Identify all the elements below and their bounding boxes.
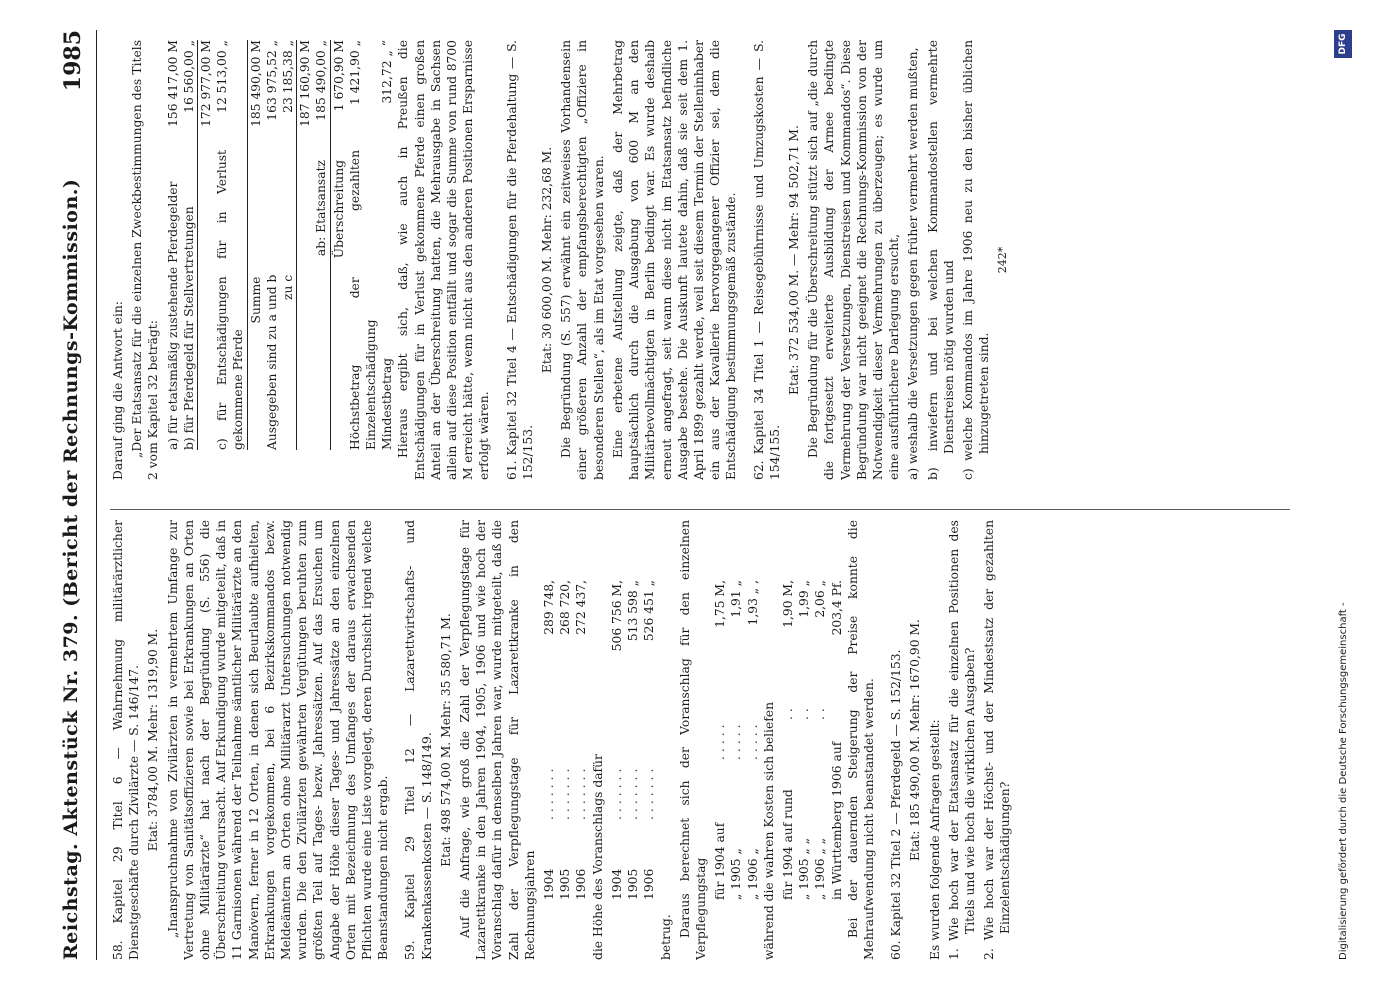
section-60-etat: Etat: 185 490,00 M. Mehr: 1670,90 M. <box>908 619 923 861</box>
list-item: a) weshalb die Versetzungen gegen früher vermehrt werden mußten, <box>906 47 921 480</box>
left-column <box>110 520 1017 960</box>
section-61-p1: Die Begründung (S. 557) erwähnt ein zeitweises Vorhandensein einer größeren Anzahl der empfangsberechtigten „Offiziere in besonderen Stellen“, als im Etat vorgesehen waren. <box>559 40 606 480</box>
table-row: Höchstbetrag der gezahlten Einzelentschädigung 1 421,90 „ <box>347 40 379 450</box>
section-59-etat: Etat: 498 574,00 M. Mehr: 35 580,71 M. <box>438 613 453 867</box>
section-60-title: 60. Kapitel 32 Titel 2 — Pferdegeld — S. 152/153. <box>889 649 904 960</box>
table-row: 1905 ....... 513 598 „ <box>626 580 641 900</box>
section-62-title: 62. Kapitel 34 Titel 1 — Reisegebührnisse und Umzugskosten — S. 154/155. <box>751 40 782 480</box>
table-row: 1904 ....... 289 748, <box>542 580 557 900</box>
per-day-table <box>712 520 761 900</box>
list-item: b) inwiefern und bei welchen Kommandostellen vermehrte Dienstreisen nötig wurden und <box>925 40 956 480</box>
header-title: Reichstag. Aktenstück Nr. 379. (Bericht der Rechnungs-Kommission.) <box>60 178 82 960</box>
section-62-body: Die Begründung für die Überschreitung stützt sich auf „die durch die fortgesetzt erweiterte Ausbildung der Armee bedingte Vermehrung der Versetzungen, Dienstreisen und Kommandos“. Diese Begründung war nicht geeignet die Rechnungs-Kommission von der Notwendigkeit dieser Vermehrungen zu überzeugen; es wurde um eine ausführlichere Darlegung ersucht, <box>806 40 902 480</box>
page-header <box>60 30 100 960</box>
column-divider <box>110 509 1290 510</box>
question-1: 1. Wie hoch war der Etatsansatz für die einzelnen Positionen des Titels und wie hoch die wirklichen Ausgaben? <box>946 520 977 960</box>
table-row: a) für etatsmäßig zustehende Pferdegelder 156 417,00 M <box>165 40 180 450</box>
table-row: „ 1905 „ ..... 1,91 „ <box>729 580 744 900</box>
table-row: Überschreitung 1 670,90 M <box>330 40 347 450</box>
credit-text: Digitalisierung gefördert durch die Deutsche Forschungsgemeinschaft - <box>1338 602 1349 960</box>
section-59-title: 59. Kapitel 29 Titel 12 — Lazarettwirtschafts- und Krankenkassenkosten — S. 148/149. <box>403 520 434 960</box>
voranschlag-intro: die Höhe des Voranschlags dafür <box>590 754 605 960</box>
table-row: „ 1906 „ ..... 1,93 „ , <box>745 580 760 900</box>
table-row: c) für Entschädigungen für in Verlust gekommene Pferde 12 513,00 „ <box>215 40 246 450</box>
table-row: Mindestbetrag 312,72 „ “ <box>380 40 395 450</box>
table-row: für 1904 auf rund .. 1,90 M, <box>780 580 795 900</box>
section-58-title: 58. Kapitel 29 Titel 6 — Wahrnehmung militärärztlicher Dienstgeschäfte durch Zivilärzte — S. 146/147. <box>111 520 142 960</box>
answer-quote: „Der Etatsansatz für die einzelnen Zweckbestimmungen des Titels 2 vom Kapitel 32 beträgt: <box>130 40 161 480</box>
table-row: in Württemberg 1906 auf 203,4 Pf. <box>829 580 844 900</box>
table-row: 1905 ....... 268 720, <box>558 580 573 900</box>
table-row: zu c 23 185,38 „ <box>281 40 296 300</box>
table-row: 1906 ....... 526 451 „ <box>642 580 657 900</box>
voranschlag-table <box>609 520 658 900</box>
header-rule <box>96 30 97 960</box>
answer-intro: Darauf ging die Antwort ein: <box>111 301 125 480</box>
table-row: „ 1905 „ „ .. 1,99 „ <box>797 580 812 900</box>
table-row: 187 160,90 M <box>296 40 313 450</box>
section-61-etat: Etat: 30 600,00 M. Mehr: 232,68 M. <box>540 146 555 374</box>
section-61-title: 61. Kapitel 32 Titel 4 — Entschädigungen für die Pferdehaltung — S. 152/153. <box>504 40 535 480</box>
table-row: b) für Pferdegeld für Stellvertretungen 16 560,00 „ <box>181 40 196 450</box>
spent-breakdown <box>264 40 396 450</box>
table-row: „ 1906 „ „ .. 2,06 „ <box>813 580 828 900</box>
section-62-etat: Etat: 372 534,00 M. — Mehr: 94 502,71 M. <box>786 125 801 395</box>
footnote-mark: 242* <box>996 246 1010 274</box>
section-58-body: „Inanspruchnahme von Zivilärzten in vermehrtem Umfange zur Vertretung von Sanitätsoffizieren sowie bei Erkrankungen an Orten ohne Militärärzte“ hat nach der Begründung (S. 556) die Überschreitung verursacht. Auf Erkundigung wurde mitgeteilt, daß in 11 Garnisonen während der Teilnahme sämtlicher Militärärzte an den Manövern, ferner in 12 Orten, in denen sich Beurlaubte aufhielten, Erkrankungen vorgekommen, bei 6 Bezirkskommandos bezw. Meldeämtern an Orten ohne Militärarzt Untersuchungen notwendig wurden. Die den Zivilärzten gewährten Vergütungen beruhten zum größten Teil auf Tages- bezw. Jahressätzen. Auf das Ersuchen um Angabe der Höhe dieser Tages- und Jahressätze an den einzelnen Orten mit Bezeichnung des Umfanges der daraus erwachsenden Pflichten wurde eine Liste vorgelegt, deren Durchsicht irgend welche Beanstandungen nicht ergab. <box>165 520 391 960</box>
table-row: 1904 ....... 506 756 M, <box>609 580 624 900</box>
days-table <box>541 520 590 900</box>
daraus-text: Daraus berechnet sich der Voranschlag für den einzelnen Verpflegungstag <box>677 520 708 960</box>
table-row: Ausgegeben sind zu a und b 163 975,52 „ <box>264 40 279 450</box>
hieraus-text: Hieraus ergibt sich, daß, wie auch in Preußen die Entschädigungen für in Verlust gekommene Pferde einen großen Anteil an der Überschreitung hatten, die Mehrausgabe in Sachsen allein auf diese Position entfällt und sogar die Summe von rund 8700 M erreicht hätte, wenn nicht aus den anderen Positionen Ersparnisse erfolgt wären. <box>396 40 492 480</box>
page-number: 1985 <box>60 30 86 92</box>
table-row: 172 977,00 M <box>197 40 214 450</box>
table-row: Summe 185 490,00 M <box>247 40 264 450</box>
table-row: 1906 ....... 272 437, <box>574 580 589 900</box>
section-59-body: Auf die Anfrage, wie groß die Zahl der Verpflegungstage für Lazarettkranke in den Jahren 1904, 1905, 1906 und wie hoch der Voranschlag dafür in denselben Jahren war, wurde mitgeteilt, daß die Zahl der Verpflegungstage für Lazarettkranke in den Rechnungsjahren <box>458 520 537 960</box>
section-61-p2: Eine erbetene Aufstellung zeigte, daß der Mehrbetrag hauptsächlich durch die Ausgabung von 600 M an den Militärbevollmächtigten in Berlin bedingt war. Es wurde deshalb erneut angefragt, seit wann diese nicht im Etatsansatz befindliche Ausgabe bestehe. Die Auskunft lautete dahin, daß sie seit dem 1. April 1899 gezahlt werde, weil seit diesem Termin der Stelleninhaber ein aus der Kavallerie hervorgegangener Offizier sei, dem die Entschädigung bestimmungsgemäß zustände. <box>610 40 739 480</box>
betrug: betrug. <box>658 914 673 960</box>
dfg-logo: DFG <box>1334 30 1352 58</box>
actual-table <box>780 520 845 900</box>
section-60-intro: Es wurden folgende Anfragen gestellt: <box>927 719 942 960</box>
table-row: ab: Etatsansatz 185 490,00 „ <box>314 40 329 257</box>
list-item: c) welche Kommandos im Jahre 1906 neu zu den bisher üblichen hinzugetreten sind. <box>960 40 992 480</box>
right-column <box>110 40 1015 480</box>
table-row: für 1904 auf ..... 1,75 M, <box>713 580 728 900</box>
section-58-etat: Etat: 3784,00 M. Mehr: 1319,90 M. <box>146 628 161 852</box>
digitization-credit <box>1330 30 1370 960</box>
actual-intro: während die wahren Kosten sich beliefen <box>761 701 776 960</box>
section-59-end: Bei der dauernden Steigerung der Preise konnte die Mehraufwendung nicht beanstandet werden. <box>845 520 876 960</box>
etat-breakdown <box>165 40 264 450</box>
question-2: 2. Wie hoch war der Höchst- und der Mindestsatz der gezahlten Einzelentschädigungen? <box>982 520 1013 960</box>
